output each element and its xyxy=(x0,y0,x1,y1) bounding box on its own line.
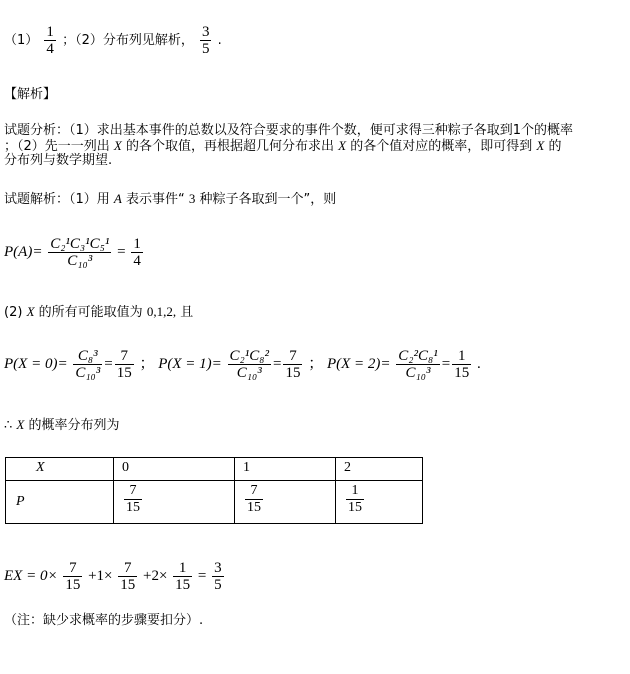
fraction-denominator: 15 xyxy=(65,577,81,593)
equation-left: P(X = 2)= xyxy=(326,355,391,372)
pa-combination-fraction xyxy=(48,236,111,269)
equation-left: P(A)= xyxy=(4,243,43,260)
table-cell xyxy=(235,481,336,524)
header-value: 2 xyxy=(344,460,351,475)
answer-end: . xyxy=(217,33,222,48)
analysis-text: 的各个值对应的概率，即可得到 xyxy=(350,139,533,154)
p0-combination-fraction xyxy=(73,348,102,381)
fraction-denominator: 5 xyxy=(214,577,222,593)
equation-operator: +2× xyxy=(143,567,168,584)
analysis-text: 的 xyxy=(548,139,562,154)
fraction-denominator: 15 xyxy=(120,577,136,593)
equation-left: P(X = 1)= xyxy=(158,355,222,372)
part2-intro xyxy=(4,303,193,322)
fraction-numerator: 1 xyxy=(173,560,192,577)
solution-text: 种粽子各取到一个”，则 xyxy=(199,192,337,207)
p2-result-fraction xyxy=(452,348,471,381)
table-cell xyxy=(336,481,423,524)
p2-combination-fraction xyxy=(396,348,439,381)
pa-equation xyxy=(4,236,145,269)
fraction-denominator: C₁₀³ xyxy=(67,253,93,269)
header-x: X xyxy=(36,460,45,475)
fraction-numerator: 7 xyxy=(245,483,263,500)
solution-text: 的概率分布列为 xyxy=(28,418,120,433)
row-label-p: P xyxy=(16,494,25,509)
analysis-line-1: 试题分析：（1）求出基本事件的总数以及符合要求的事件个数，便可求得三种粽子各取到1个的概率 xyxy=(4,123,574,138)
fraction-numerator: 3 xyxy=(201,24,210,40)
fraction-numerator: 7 xyxy=(283,348,302,365)
fraction-numerator: 1 xyxy=(346,483,364,500)
p0-result-fraction xyxy=(115,348,134,381)
equals-sign: = xyxy=(197,567,207,584)
distribution-table xyxy=(5,457,423,524)
equation-operator: +1× xyxy=(88,567,113,584)
fraction-denominator: 15 xyxy=(285,365,301,381)
fraction-numerator: 7 xyxy=(124,483,142,500)
probability-fraction xyxy=(124,483,142,516)
fraction-numerator: C₈³ xyxy=(73,348,102,365)
fraction-numerator: 3 xyxy=(214,560,222,576)
expectation-fraction xyxy=(63,560,82,593)
fraction-numerator: 7 xyxy=(63,560,82,577)
expectation-fraction xyxy=(118,560,137,593)
table-cell xyxy=(6,481,114,524)
table-header-cell xyxy=(336,458,423,481)
answer-line xyxy=(4,24,222,57)
fraction-denominator: 4 xyxy=(46,41,54,57)
solution-number: 3 xyxy=(188,191,196,206)
analysis-text: ；（2）先一一列出 xyxy=(4,139,110,154)
solution-text: 的所有可能取值为 xyxy=(38,305,143,320)
solution-intro xyxy=(4,190,336,209)
p1-combination-fraction xyxy=(228,348,271,381)
period: . xyxy=(476,355,481,372)
expectation-equation xyxy=(4,560,226,593)
semicolon: ； xyxy=(308,355,324,372)
deduction-note: （注：缺少求概率的步骤要扣分）. xyxy=(4,613,204,628)
probability-equations: P(X = 0)= $\frac{\text{C₈³}}{\text{C₁₀³}}$ = $\frac{7}{15}$ ； P(X = 1)= $\frac{\text{C₂¹C₈²}}{\text{C₁₀³}}$ = $\frac{7}{15}$ ； P(X = 2)= $\frac{\text{C₂²C₈¹}}{\text{C₁₀³}}$ = $\frac{1}{15}$ . xyxy=(4,348,481,381)
p1-result-fraction xyxy=(283,348,302,381)
fraction-numerator: C₂²C₈¹ xyxy=(398,348,438,364)
equals-sign: = xyxy=(117,243,126,260)
answer-separator: ；（2）分布列见解析， xyxy=(62,33,194,48)
analysis-line-3: 分布列与数学期望. xyxy=(4,153,113,168)
expectation-result-fraction xyxy=(212,560,224,593)
table-header-cell xyxy=(114,458,235,481)
header-value: 1 xyxy=(243,460,250,475)
equation-left: P(X = 0)= xyxy=(4,355,68,372)
math-variable: A xyxy=(113,191,122,206)
fraction-denominator: 15 xyxy=(247,500,261,515)
fraction-denominator: 15 xyxy=(175,577,191,593)
semicolon: ； xyxy=(139,355,155,372)
pa-result-fraction xyxy=(131,236,143,269)
math-variable: X xyxy=(113,138,122,153)
fraction-numerator: 7 xyxy=(115,348,134,365)
fraction-denominator: C₁₀³ xyxy=(405,365,431,381)
math-variable: X xyxy=(338,138,347,153)
math-variable: X xyxy=(536,138,545,153)
table-row xyxy=(6,481,423,524)
table-cell xyxy=(114,481,235,524)
equation-left: EX = 0× xyxy=(4,567,58,584)
answer-part1-fraction xyxy=(44,24,56,57)
table-header-cell xyxy=(235,458,336,481)
analysis-text: 的各个取值，再根据超几何分布求出 xyxy=(126,139,335,154)
fraction-denominator: 15 xyxy=(116,365,132,381)
solution-text: 表示事件“ xyxy=(126,192,185,207)
fraction-numerator: C₂¹C₈² xyxy=(229,348,269,364)
expectation-fraction xyxy=(173,560,192,593)
table-header-cell xyxy=(6,458,114,481)
fraction-denominator: C₁₀³ xyxy=(75,365,101,381)
fraction-denominator: C₁₀³ xyxy=(236,365,262,381)
fraction-numerator: 1 xyxy=(46,24,54,40)
fraction-numerator: 7 xyxy=(118,560,137,577)
probability-fraction xyxy=(346,483,364,516)
fraction-denominator: 15 xyxy=(454,365,470,381)
fraction-denominator: 4 xyxy=(133,253,141,269)
distribution-heading xyxy=(4,416,120,435)
fraction-numerator: 1 xyxy=(452,348,471,365)
solution-text: 试题解析：（1）用 xyxy=(4,192,110,207)
solution-text: (2) xyxy=(4,305,23,320)
jiexi-heading: 【解析】 xyxy=(4,87,57,102)
solution-values: 0,1,2, xyxy=(146,304,177,319)
header-value: 0 xyxy=(122,460,129,475)
probability-fraction xyxy=(245,483,263,516)
fraction-numerator: C₂¹C₃¹C₅¹ xyxy=(50,236,110,252)
table-row xyxy=(6,458,423,481)
therefore-symbol: ∴ xyxy=(4,417,13,432)
math-variable: X xyxy=(16,417,25,432)
answer-part2-fraction xyxy=(200,24,212,57)
fraction-denominator: 15 xyxy=(126,500,140,515)
fraction-denominator: 5 xyxy=(201,41,210,57)
math-variable: X xyxy=(26,304,35,319)
solution-text: 且 xyxy=(180,305,194,320)
fraction-denominator: 15 xyxy=(348,500,362,515)
answer-part1-label: （1） xyxy=(4,33,39,48)
fraction-numerator: 1 xyxy=(133,236,141,252)
